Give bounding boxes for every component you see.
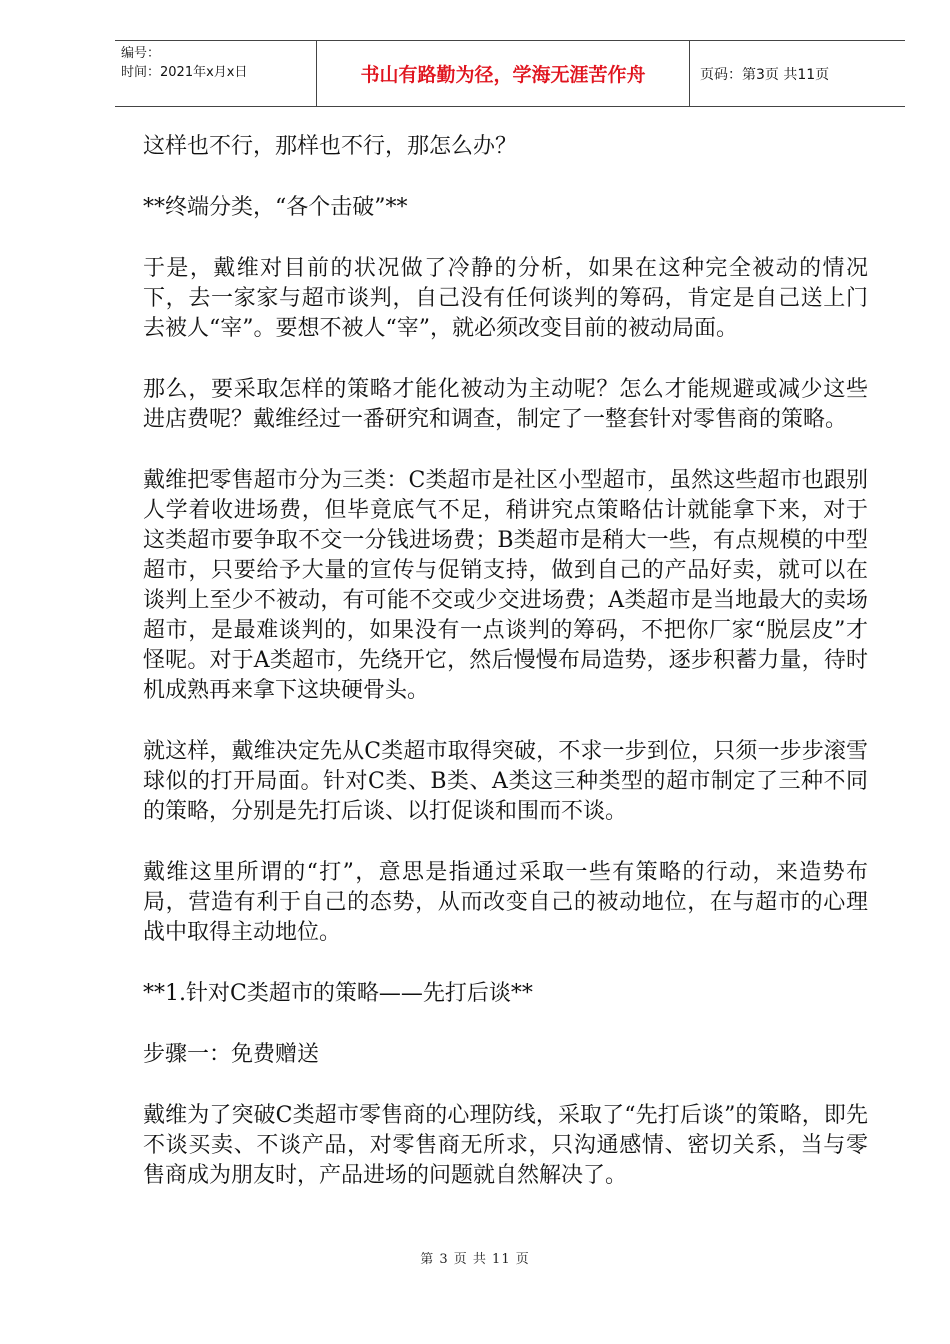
document-body bbox=[143, 132, 868, 1222]
step-heading: 步骤一：免费赠送 bbox=[143, 1042, 320, 1067]
header-meta-cell bbox=[115, 41, 317, 106]
section-heading: **终端分类，“各个击破”** bbox=[143, 195, 408, 220]
paragraph: 戴维这里所谓的“打”，意思是指通过采取一些有策略的行动，来造势布局，营造有利于自己的态势，从而改变自己的被动地位，在与超市的心理战中取得主动地位。 bbox=[143, 860, 868, 945]
paragraph: 就这样，戴维决定先从C类超市取得突破，不求一步到位，只须一步步滚雪球似的打开局面。针对C类、B类、A类这三种类型的超市制定了三种不同的策略，分别是先打后谈、以打促谈和围而不谈。 bbox=[143, 739, 868, 824]
page-header bbox=[115, 40, 905, 107]
paragraph: 这样也不行，那样也不行，那怎么办？ bbox=[143, 134, 518, 159]
time-label: 时间：2021年x月x日 bbox=[121, 65, 248, 80]
paragraph: 于是，戴维对目前的状况做了冷静的分析，如果在这种完全被动的情况下，去一家家与超市谈判，自己没有任何谈判的筹码，肯定是自己送上门去被人“宰”。要想不被人“宰”，就必须改变目前的被动局面。 bbox=[143, 256, 868, 341]
paragraph: 戴维为了突破C类超市零售商的心理防线，采取了“先打后谈”的策略，即先不谈买卖、不谈产品，对零售商无所求，只沟通感情、密切关系，当与零售商成为朋友时，产品进场的问题就自然解决了。 bbox=[143, 1103, 868, 1188]
serial-number-label: 编号： bbox=[121, 46, 161, 61]
section-heading: **1.针对C类超市的策略——先打后谈** bbox=[143, 981, 533, 1006]
header-motto: 书山有路勤为径，学海无涯苦作舟 bbox=[317, 41, 690, 106]
paragraph: 那么，要采取怎样的策略才能化被动为主动呢？怎么才能规避或减少这些进店费呢？戴维经过一番研究和调查，制定了一整套针对零售商的策略。 bbox=[143, 377, 868, 432]
page-footer: 第 3 页 共 11 页 bbox=[420, 1252, 530, 1267]
header-page-info: 页码：第3页 共11页 bbox=[700, 66, 830, 83]
paragraph: 戴维把零售超市分为三类：C类超市是社区小型超市，虽然这些超市也跟别人学着收进场费，但毕竟底气不足，稍讲究点策略估计就能拿下来，对于这类超市要争取不交一分钱进场费；B类超市是稍大一些，有点规模的中型超市，只要给予大量的宣传与促销支持，做到自己的产品好卖，就可以在谈判上至少不被动，有可能不交或少交进场费；A类超市是当地最大的卖场超市，是最难谈判的，如果没有一点谈判的筹码，不把你厂家“脱层皮”才怪呢。对于A类超市，先绕开它，然后慢慢布局造势，逐步积蓄力量，待时机成熟再来拿下这块硬骨头。 bbox=[143, 468, 868, 703]
